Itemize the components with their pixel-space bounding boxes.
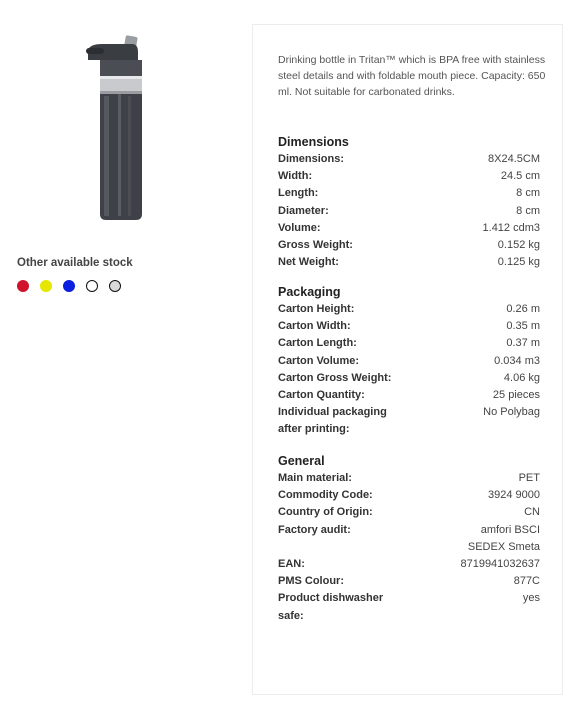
swatch-white[interactable] — [86, 280, 98, 292]
general-section — [278, 453, 540, 625]
spec-label: Diameter: — [278, 204, 329, 217]
packaging-section — [278, 284, 540, 439]
general-row — [278, 470, 540, 487]
general-row — [278, 573, 540, 590]
general-row — [278, 590, 540, 624]
spec-label: Country of Origin: — [278, 506, 373, 519]
spec-label: Product dishwasher safe: — [278, 592, 384, 622]
spec-value: SEDEX Smeta — [467, 540, 540, 553]
dimensions-row — [278, 168, 540, 185]
product-specs-panel — [252, 24, 563, 695]
spec-label: EAN: — [278, 558, 305, 571]
spec-label: PMS Colour: — [278, 575, 344, 588]
packaging-row — [278, 353, 540, 370]
spec-value: 0.152 kg — [497, 239, 540, 252]
packaging-row — [278, 404, 540, 438]
dimensions-row — [278, 203, 540, 220]
spec-value: 0.37 m — [506, 337, 540, 350]
swatch-grey[interactable] — [109, 280, 121, 292]
general-row — [278, 522, 540, 539]
spec-value: PET — [518, 472, 540, 484]
spec-value: CN — [524, 506, 540, 519]
spec-label: Carton Gross Weight: — [278, 371, 392, 384]
other-stock-title: Other available stock — [17, 257, 133, 269]
spec-value: 8 cm — [516, 187, 540, 200]
packaging-row — [278, 387, 540, 404]
dimensions-section — [278, 134, 540, 271]
packaging-row — [278, 335, 540, 352]
spec-label: Individual packaging after printing: — [278, 406, 387, 436]
swatch-blue[interactable] — [63, 280, 75, 292]
spec-value: 8 cm — [516, 204, 540, 217]
general-row — [278, 539, 540, 556]
spec-value: yes — [522, 592, 540, 605]
dimensions-title: Dimensions — [278, 135, 349, 149]
spec-label: Carton Quantity: — [278, 389, 365, 402]
dimensions-row — [278, 151, 540, 168]
general-row — [278, 556, 540, 573]
spec-value: 24.5 cm — [500, 170, 540, 183]
spec-label: Gross Weight: — [278, 239, 353, 252]
spec-value: amfori BSCI — [480, 523, 540, 536]
spec-label: Carton Width: — [278, 320, 351, 333]
general-row — [278, 504, 540, 521]
spec-label: Carton Volume: — [278, 354, 360, 367]
spec-label: Main material: — [278, 472, 352, 484]
swatch-red[interactable] — [17, 280, 29, 292]
swatch-yellow[interactable] — [40, 280, 52, 292]
spec-value: 8719941032637 — [460, 558, 540, 571]
dimensions-row — [278, 220, 540, 237]
spec-value: 4.06 kg — [503, 371, 540, 384]
spec-label: Factory audit: — [278, 523, 351, 536]
spec-value: 0.26 m — [506, 303, 540, 315]
spec-value: 3924 9000 — [488, 489, 540, 502]
spec-value: 0.034 m3 — [494, 354, 540, 367]
spec-label: Volume: — [278, 221, 321, 234]
spec-label: Length: — [278, 187, 319, 200]
spec-value: 25 pieces — [492, 389, 540, 402]
packaging-row — [278, 370, 540, 387]
dimensions-row — [278, 237, 540, 254]
spec-label: Carton Height: — [278, 303, 355, 315]
spec-label: Dimensions: — [278, 153, 345, 165]
product-description: Drinking bottle in Tritan™ which is BPA free with stainless steel details and with foldable mouth piece. Capacity: 650 ml. Not suitable for carbonated drinks. — [278, 54, 546, 98]
spec-value: 1.412 cdm3 — [482, 221, 540, 234]
spec-label: Net Weight: — [278, 256, 339, 269]
packaging-row — [278, 301, 540, 318]
spec-label: Width: — [278, 170, 313, 183]
water-bottle-icon — [80, 34, 160, 224]
spec-label: Commodity Code: — [278, 489, 373, 502]
color-swatches — [17, 280, 121, 292]
packaging-title: Packaging — [278, 285, 341, 299]
packaging-row — [278, 318, 540, 335]
spec-value: 877C — [513, 575, 540, 588]
general-row — [278, 487, 540, 504]
spec-value: 8X24.5CM — [488, 153, 540, 165]
spec-value: 0.35 m — [506, 320, 540, 333]
spec-label: Carton Length: — [278, 337, 357, 350]
dimensions-row — [278, 185, 540, 202]
dimensions-row — [278, 254, 540, 271]
spec-value: 0.125 kg — [497, 256, 540, 269]
general-title: General — [278, 454, 325, 468]
spec-value: No Polybag — [483, 406, 540, 419]
